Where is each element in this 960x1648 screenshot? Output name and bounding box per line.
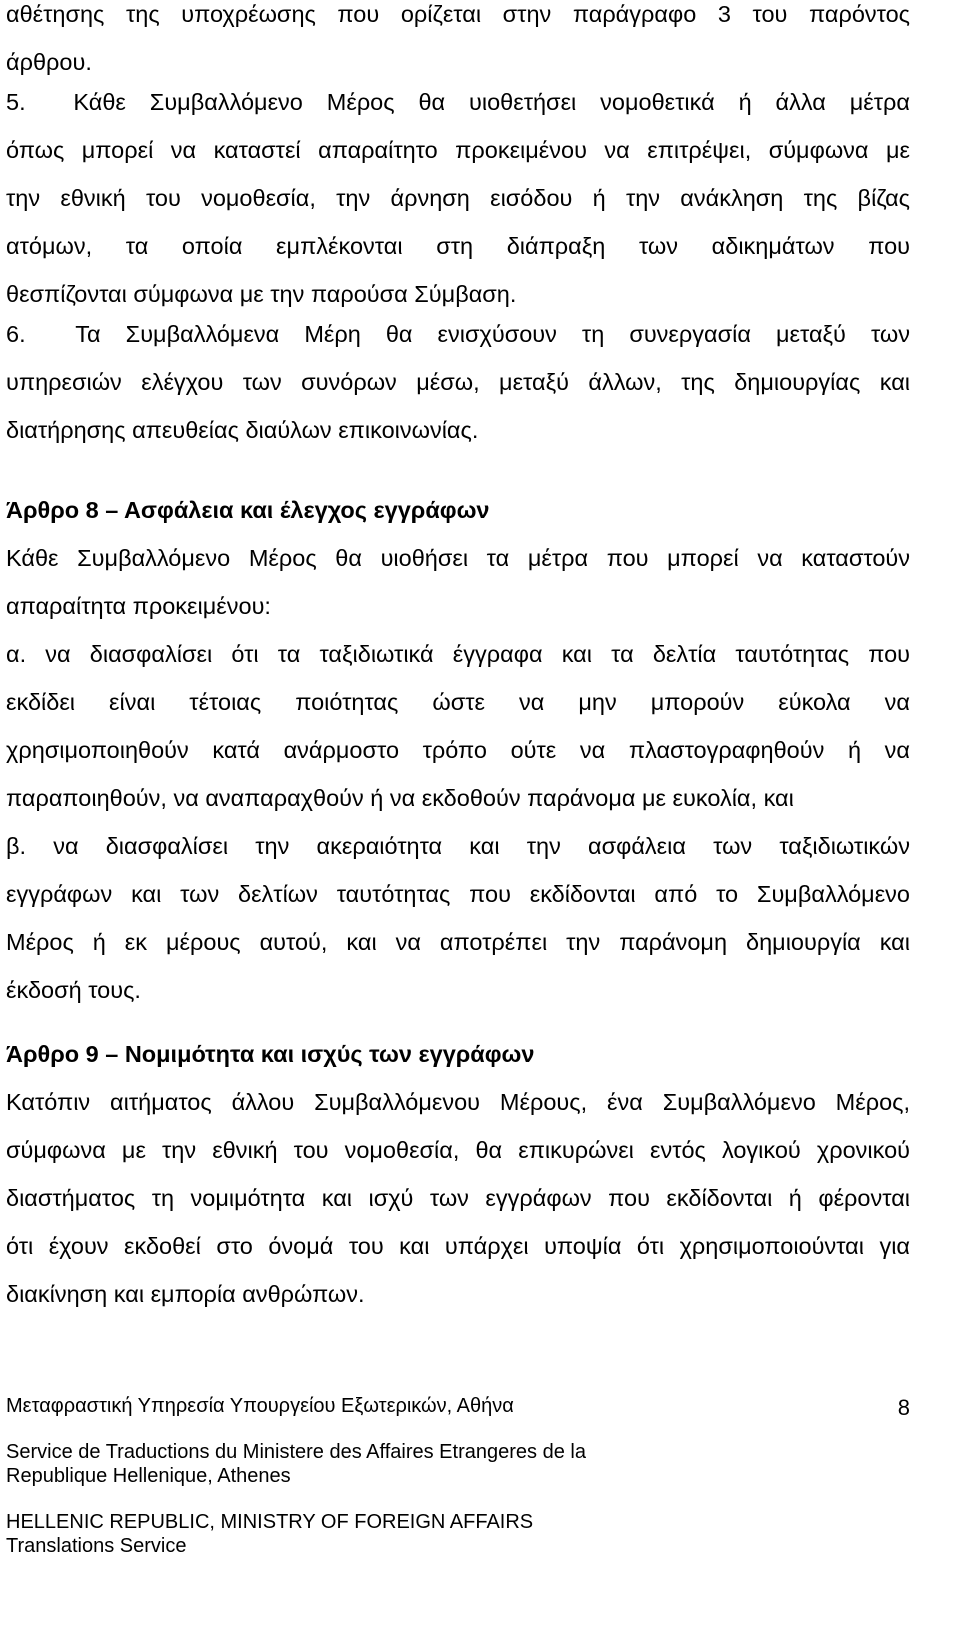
text-line: σύμφωνα με την εθνική του νομοθεσία, θα επικυρώνει εντός λογικού χρονικού [6,1137,910,1163]
text-line: θεσπίζονται σύμφωνα με την παρούσα Σύμβαση. [6,281,517,307]
article-8 [6,486,910,1014]
paragraph-5 [6,78,910,318]
text-line: α. να διασφαλίσει ότι τα ταξιδιωτικά έγγραφα και τα δελτία ταυτότητας που [6,641,910,667]
footer-translation-service-french-2: Republique Hellenique, Athenes [6,1465,291,1487]
text-line: υπηρεσιών ελέγχου των συνόρων μέσω, μεταξύ άλλων, της δημιουργίας και [6,369,910,395]
text-line: απαραίτητα προκειμένου: [6,593,271,619]
text-line: την εθνική του νομοθεσία, την άρνηση εισόδου ή την ανάκληση της βίζας [6,185,910,211]
text-line: ότι έχουν εκδοθεί στο όνομά του και υπάρχει υποψία ότι χρησιμοποιούνται για [6,1233,910,1259]
text-line: διατήρησης απευθείας διαύλων επικοινωνίας. [6,417,479,443]
article-8-heading: Άρθρο 8 – Ασφάλεια και έλεγχος εγγράφων [6,497,490,523]
text-line: ατόμων, τα οποία εμπλέκονται στη διάπραξη των αδικημάτων που [6,233,910,259]
text-line: διακίνηση και εμπορία ανθρώπων. [6,1281,365,1307]
text-line: χρησιμοποιηθούν κατά ανάρμοστο τρόπο ούτε να πλαστογραφηθούν ή να [6,737,910,763]
continuation-text [6,0,910,86]
footer-ministry-english: HELLENIC REPUBLIC, MINISTRY OF FOREIGN AFFAIRS [6,1511,534,1533]
text-line: διαστήματος τη νομιμότητα και ισχύ των εγγράφων που εκδίδονται ή φέρονται [6,1185,910,1211]
text-line: Μέρος ή εκ μέρους αυτού, και να αποτρέπει την παράνομη δημιουργία και [6,929,910,955]
page-footer [6,1394,910,1558]
paragraph-6 [6,310,910,454]
article-9-heading: Άρθρο 9 – Νομιμότητα και ισχύς των εγγράφων [6,1041,535,1067]
text-line: παραποιηθούν, να αναπαραχθούν ή να εκδοθούν παράνομα με ευκολία, και [6,785,794,811]
text-line: άρθρου. [6,49,92,75]
text-line: β. να διασφαλίσει την ακεραιότητα και την ασφάλεια των ταξιδιωτικών [6,833,910,859]
article-9 [6,1030,910,1318]
text-line: 6. Τα Συμβαλλόμενα Μέρη θα ενισχύσουν τη συνεργασία μεταξύ των [6,321,910,347]
text-line: Κάθε Συμβαλλόμενο Μέρος θα υιοθήσει τα μέτρα που μπορεί να καταστούν [6,545,910,571]
text-line: έκδοσή τους. [6,977,141,1003]
text-line: 5. Κάθε Συμβαλλόμενο Μέρος θα υιοθετήσει νομοθετικά ή άλλα μέτρα [6,89,910,115]
page-number: 8 [897,1395,910,1420]
footer-translation-service-greek: Μεταφραστική Υπηρεσία Υπουργείου Εξωτερικών, Αθήνα [6,1395,514,1417]
text-line: όπως μπορεί να καταστεί απαραίτητο προκειμένου να επιτρέψει, σύμφωνα με [6,137,910,163]
footer-translation-service-french-1: Service de Traductions du Ministere des Affaires Etrangeres de la [6,1441,586,1463]
text-line: Κατόπιν αιτήματος άλλου Συμβαλλόμενου Μέρους, ένα Συμβαλλόμενο Μέρος, [6,1089,910,1115]
text-line: αθέτησης της υποχρέωσης που ορίζεται στην παράγραφο 3 του παρόντος [6,1,910,27]
text-line: εγγράφων και των δελτίων ταυτότητας που εκδίδονται από το Συμβαλλόμενο [6,881,910,907]
footer-translations-service-english: Translations Service [6,1535,187,1557]
text-line: εκδίδει είναι τέτοιας ποιότητας ώστε να μην μπορούν εύκολα να [6,689,910,715]
